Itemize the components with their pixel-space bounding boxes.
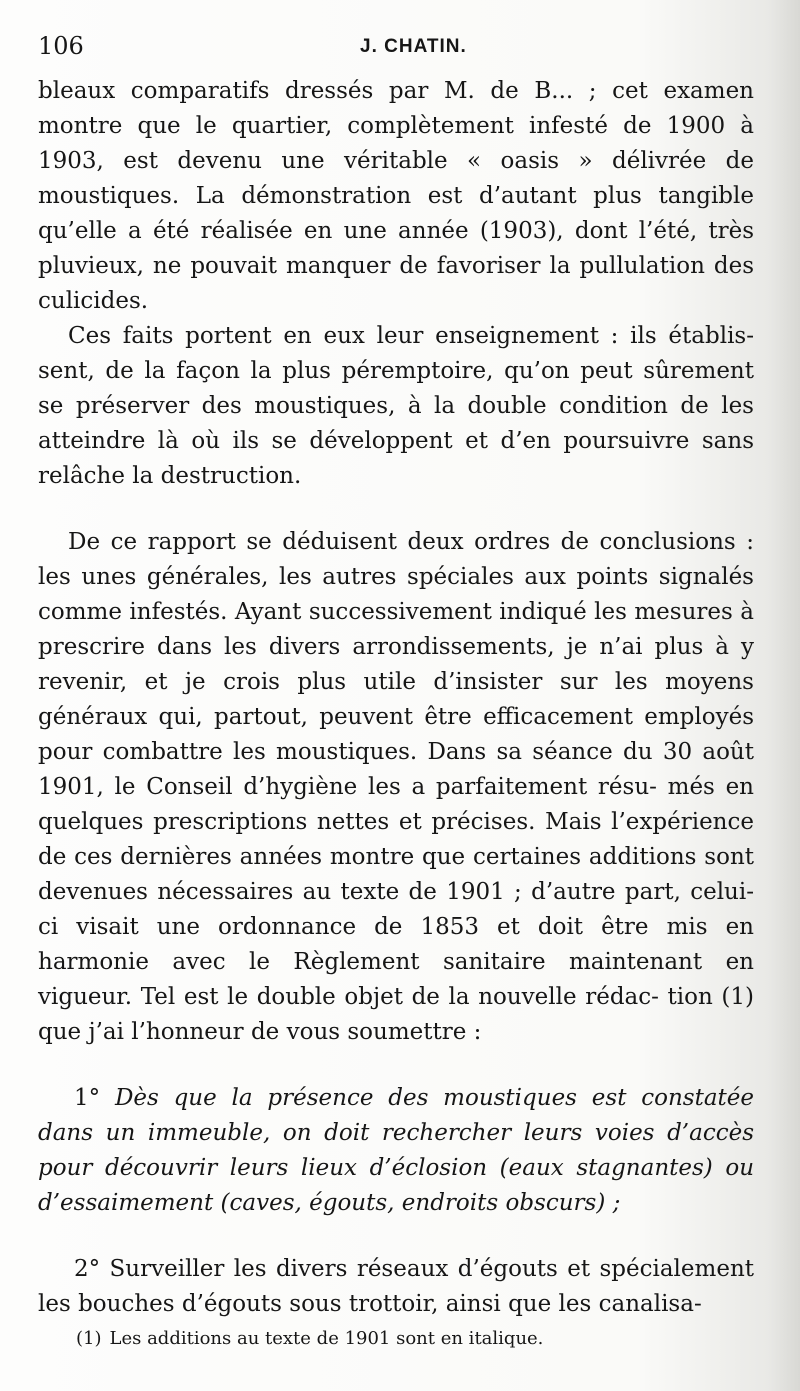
page-number: 106 [38, 32, 84, 60]
line: tion (1) que j’ai l’honneur de vous soumettre : [38, 984, 755, 1045]
line: d’essaimement (caves, égouts, endroits obscurs) ; [38, 1190, 621, 1216]
line: l’expérience de ces dernières années montre que certaines [38, 809, 754, 870]
running-head [38, 32, 758, 68]
line: comme infestés. Ayant successivement indiqué les mesures [38, 599, 733, 625]
line: les bouches d’égouts sous trottoir, ainsi que les canalisa- [38, 1291, 702, 1317]
line: à y revenir, et je crois plus utile d’insister sur les moyens [38, 634, 754, 695]
line: pour combattre les moustiques. Dans sa séance du [38, 739, 653, 765]
list-item-1 [38, 1081, 754, 1221]
line: relâche la destruction. [38, 463, 302, 489]
line: pouvait manquer de favoriser la pullulation des culicides. [38, 253, 755, 314]
line: un immeuble, on doit rechercher leurs voies d’accès pour [38, 1120, 755, 1181]
line: montre que le quartier, complètement infesté de 1900 à 1903, [38, 113, 754, 174]
footnote [76, 1326, 756, 1352]
line: se préserver des moustiques, à la double condition de les [38, 393, 754, 419]
running-title: J. CHATIN. [360, 36, 467, 57]
line: découvrir leurs lieux d’éclosion (eaux stagnantes) ou [104, 1155, 755, 1181]
line: généraux qui, partout, peuvent être efficacement employés [38, 704, 754, 730]
paragraph-3 [38, 525, 754, 1050]
line: réalisée en une année (1903), dont l’été, très pluvieux, ne [38, 218, 755, 279]
line: les unes générales, les autres spéciales aux points signalés [38, 564, 754, 590]
paragraph-2 [38, 319, 754, 494]
line: sent, de la façon la plus péremptoire, qu’on peut sûrement [38, 358, 754, 384]
line: additions sont devenues nécessaires au texte de 1901 ; d’autre [38, 844, 755, 905]
line: Dès que la présence des moustiques est constatée dans [38, 1085, 754, 1146]
paragraph-1 [38, 74, 754, 319]
line: à prescrire dans les divers arrondissements, je n’ai plus [38, 599, 754, 660]
line: Ces faits portent en eux leur enseignement : ils établis- [68, 323, 754, 349]
line: Surveiller les divers réseaux d’égouts et spécialement [109, 1256, 754, 1282]
footnote-mark: (1) [76, 1328, 102, 1349]
line: en vigueur. Tel est le double objet de la nouvelle rédac- [38, 949, 754, 1010]
line: mis en harmonie avec le Règlement sanitaire maintenant [38, 914, 754, 975]
line: atteindre là où ils se développent et d’en poursuivre sans [38, 428, 754, 454]
line: 30 août 1901, le Conseil d’hygiène les a parfaitement résu- [38, 739, 754, 800]
line: De ce rapport se déduisent deux ordres de conclusions : [68, 529, 754, 555]
line: bleaux comparatifs dressés par M. de B... ; cet examen [38, 78, 754, 104]
body-text [38, 74, 754, 1322]
list-number: 1° [74, 1085, 101, 1111]
line: est devenu une véritable « oasis » délivrée de moustiques. [38, 148, 755, 209]
line: més en quelques prescriptions nettes et précises. Mais [38, 774, 754, 835]
line: La démonstration est d’autant plus tangible qu’elle a été [38, 183, 754, 244]
list-number: 2° [74, 1256, 101, 1282]
footnote-text: Les additions au texte de 1901 sont en italique. [109, 1328, 544, 1349]
line: part, celui-ci visait une ordonnance de 1853 et doit être [38, 879, 754, 940]
list-item-2 [38, 1252, 754, 1322]
